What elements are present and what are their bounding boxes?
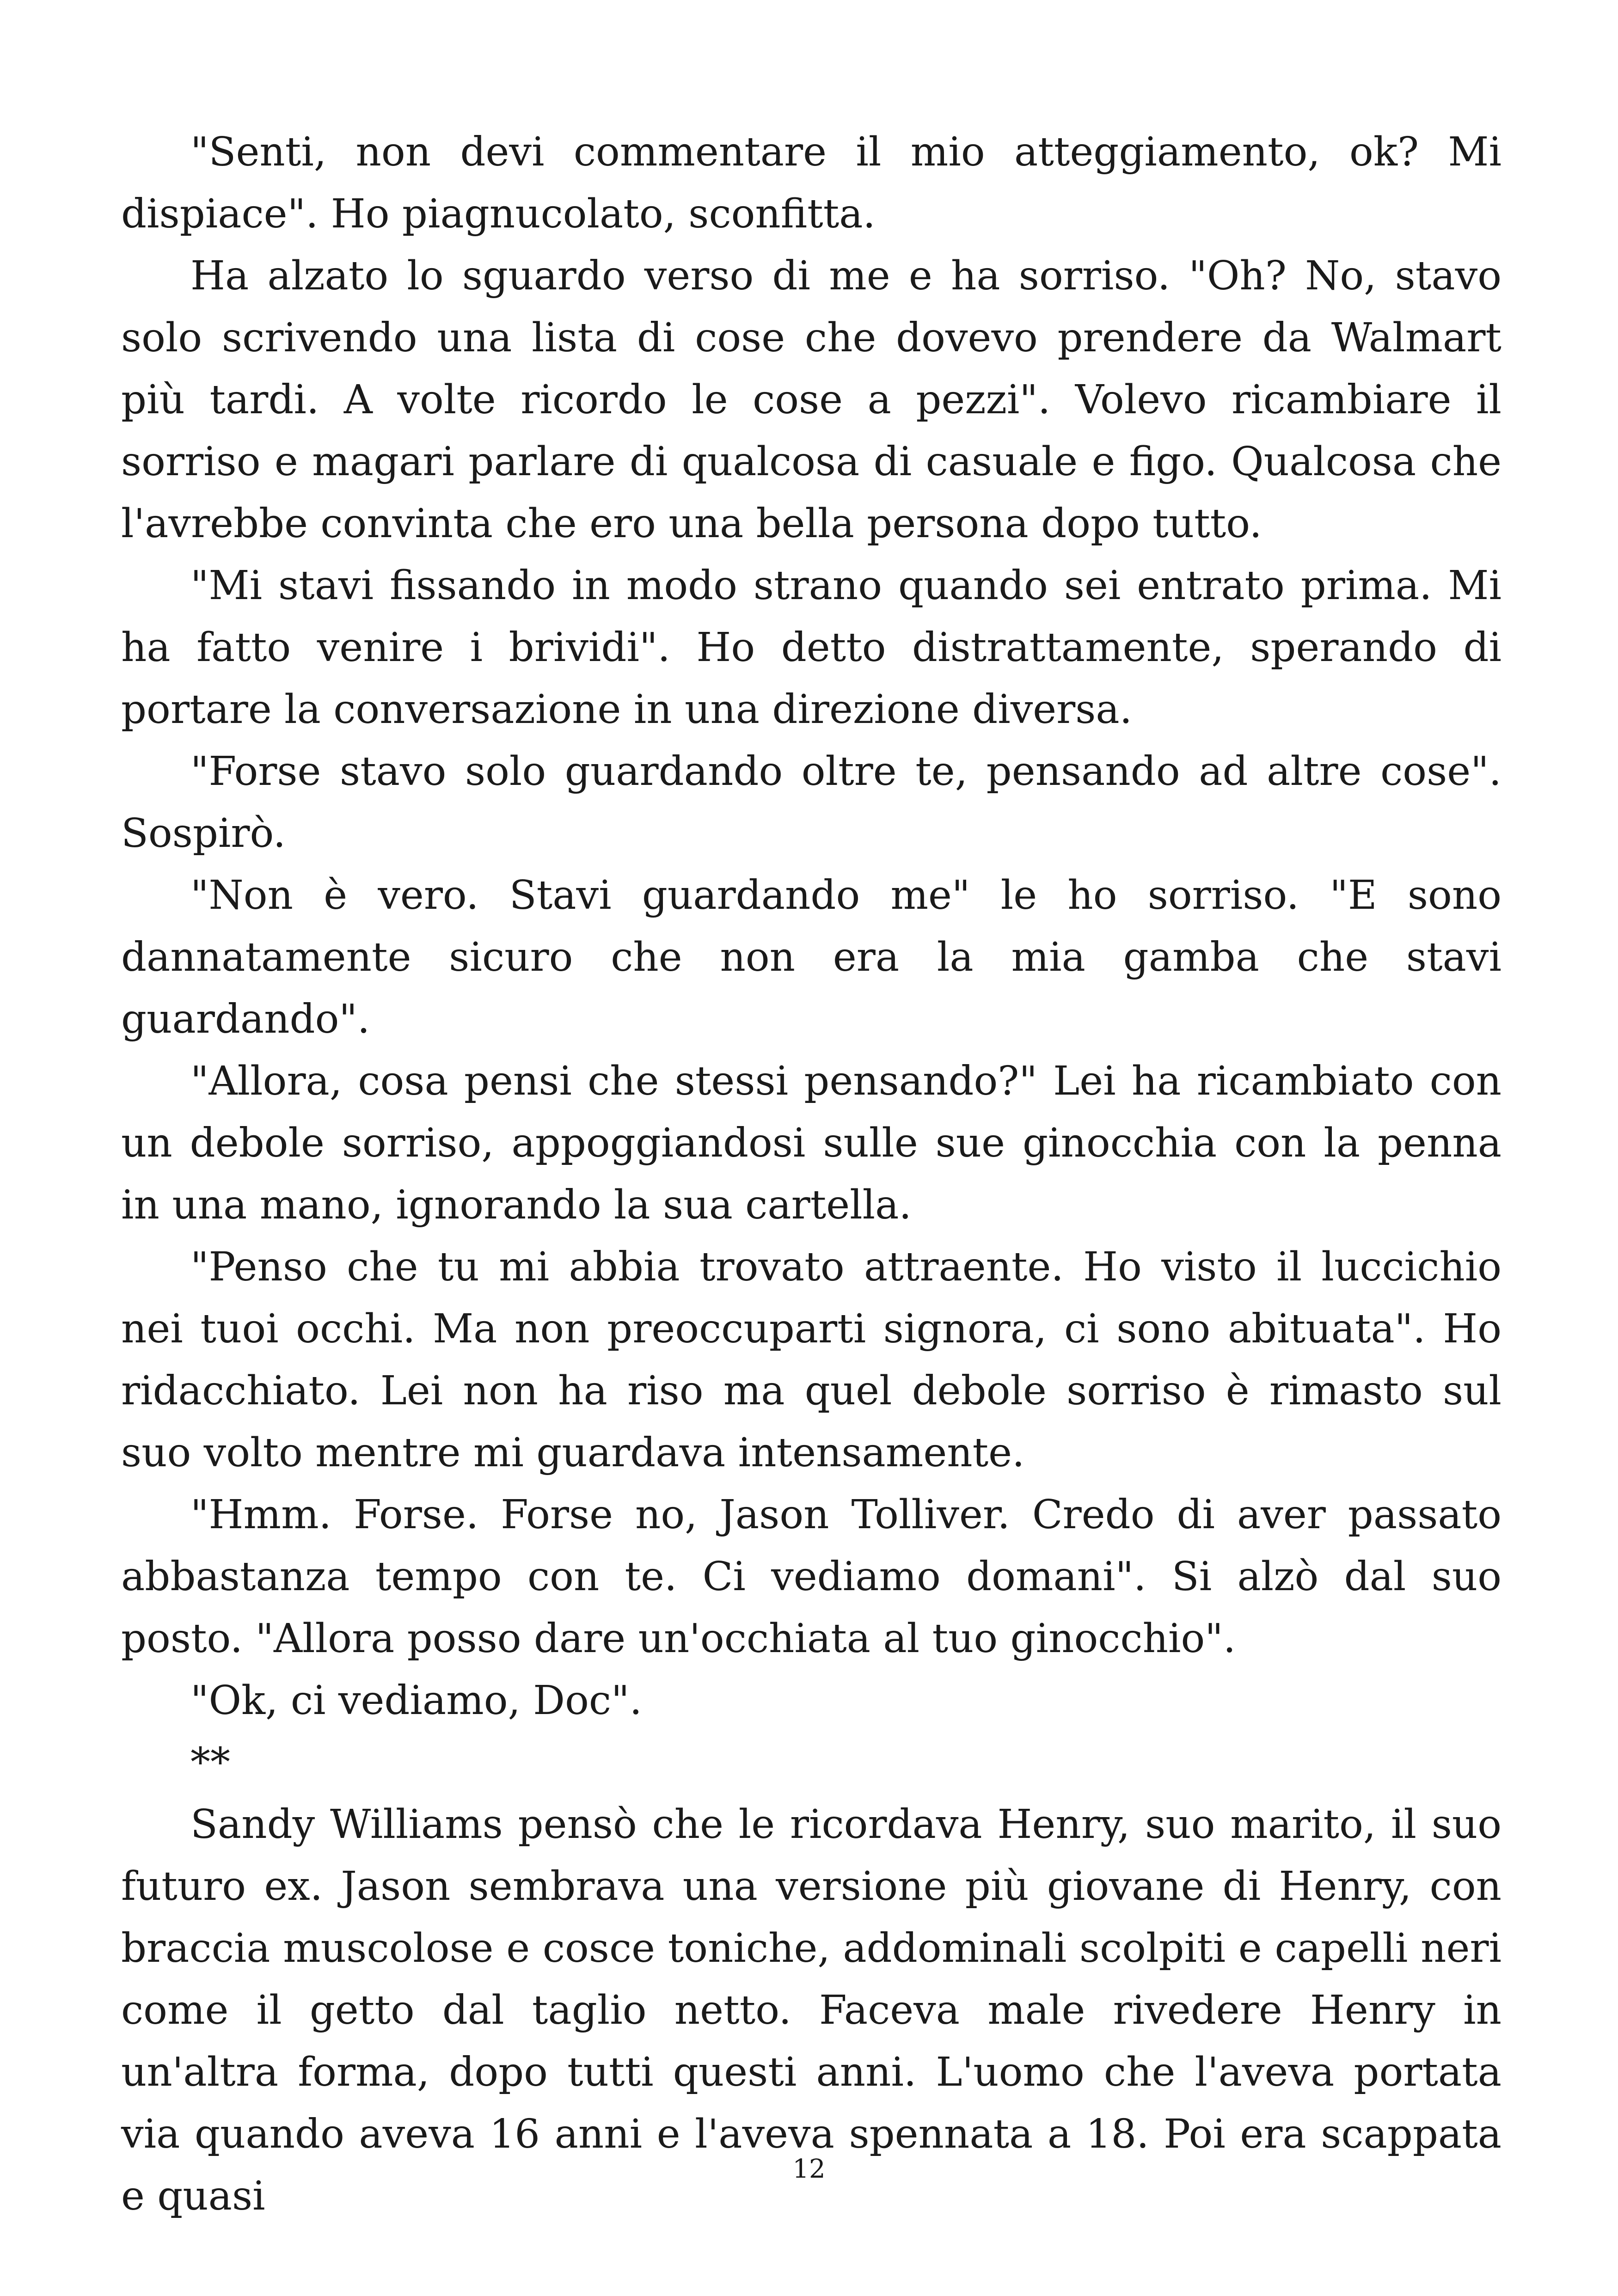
paragraph-5: "Non è vero. Stavi guardando me" le ho sorriso. "E sono dannatamente sicuro che non era la mia gamba che stavi guardando". [121, 872, 1502, 1042]
scene-separator: ** [190, 1739, 230, 1786]
page-number: 12 [792, 2154, 826, 2184]
paragraph-8: "Hmm. Forse. Forse no, Jason Tolliver. Credo di aver passato abbastanza tempo con te. Ci vediamo domani". Si alzò dal suo posto. "Allora posso dare un'occhiata al tuo ginocchio". [121, 1492, 1502, 1662]
body-text [121, 121, 1502, 2227]
paragraph-6: "Allora, cosa pensi che stessi pensando?" Lei ha ricambiato con un debole sorriso, appoggiandosi sulle sue ginocchia con la penna in una mano, ignorando la sua cartella. [121, 1058, 1502, 1228]
paragraph-9: "Ok, ci vediamo, Doc". [190, 1678, 642, 1724]
paragraph-4: "Forse stavo solo guardando oltre te, pensando ad altre cose". Sospirò. [121, 748, 1502, 857]
paragraph-10: Sandy Williams pensò che le ricordava Henry, suo marito, il suo futuro ex. Jason sembrava una versione più giovane di Henry, con braccia muscolose e cosce toniche, addominali scolpiti e capelli neri come il getto dal taglio netto. Faceva male rivedere Henry in un'altra forma, dopo tutti questi anni. L'uomo che l'aveva portata via quando aveva 16 anni e l'aveva spennata a 18. Poi era scappata e quasi [121, 1801, 1502, 2219]
paragraph-7: "Penso che tu mi abbia trovato attraente. Ho visto il luccichio nei tuoi occhi. Ma non preoccuparti signora, ci sono abituata". Ho ridacchiato. Lei non ha riso ma quel debole sorriso è rimasto sul suo volto mentre mi guardava intensamente. [121, 1244, 1502, 1476]
paragraph-1: "Senti, non devi commentare il mio atteggiamento, ok? Mi dispiace". Ho piagnucolato, sconfitta. [121, 129, 1502, 237]
paragraph-3: "Mi stavi fissando in modo strano quando sei entrato prima. Mi ha fatto venire i brividi". Ho detto distrattamente, sperando di portare la conversazione in una direzione diversa. [121, 563, 1502, 733]
paragraph-2: Ha alzato lo sguardo verso di me e ha sorriso. "Oh? No, stavo solo scrivendo una lista di cose che dovevo prendere da Walmart più tardi. A volte ricordo le cose a pezzi". Volevo ricambiare il sorriso e magari parlare di qualcosa di casuale e figo. Qualcosa che l'avrebbe convinta che ero una bella persona dopo tutto. [121, 253, 1502, 547]
